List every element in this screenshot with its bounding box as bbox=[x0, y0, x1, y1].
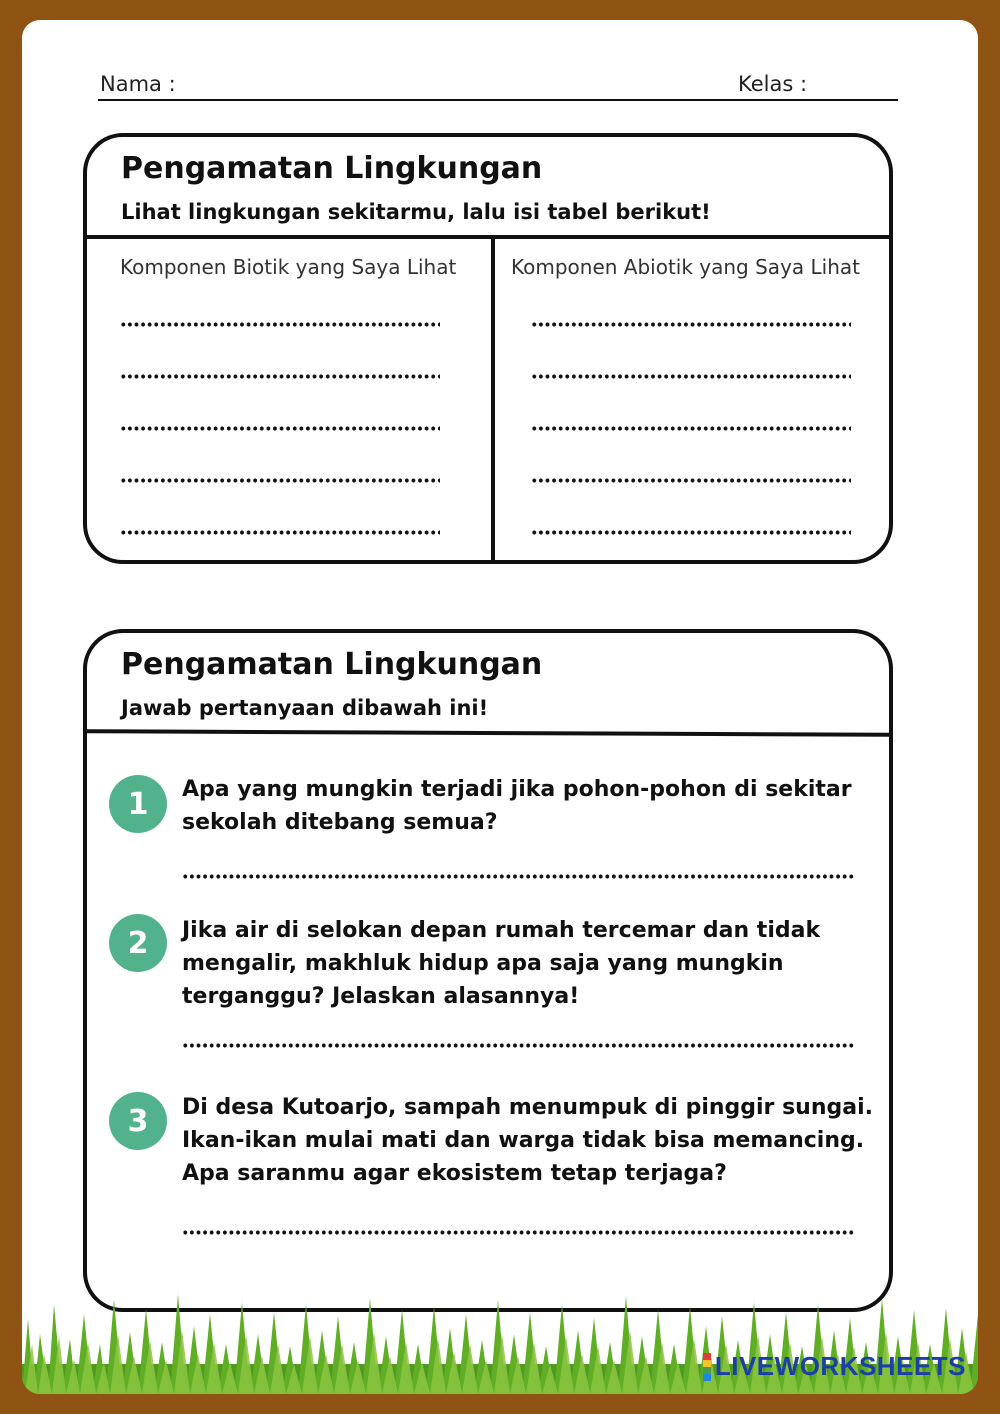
abiotic-answer-line-1[interactable] bbox=[531, 322, 851, 327]
question-number-badge: 1 bbox=[109, 775, 167, 833]
observation-table-card bbox=[83, 133, 893, 564]
question-1-answer-line[interactable] bbox=[182, 874, 854, 879]
abiotic-answer-line-2[interactable] bbox=[531, 374, 851, 379]
question-number-badge: 3 bbox=[109, 1092, 167, 1150]
name-label: Nama : bbox=[100, 72, 176, 96]
biotic-answer-line-1[interactable] bbox=[120, 322, 440, 327]
worksheet-page bbox=[22, 20, 978, 1394]
question-text: Apa yang mungkin terjadi jika pohon-pohon di sekitar sekolah ditebang semua? bbox=[182, 777, 852, 835]
biotic-answer-line-4[interactable] bbox=[120, 478, 440, 483]
questions-card bbox=[83, 629, 893, 1312]
biotic-column-header: Komponen Biotik yang Saya Lihat bbox=[120, 255, 457, 279]
divider bbox=[87, 235, 889, 239]
card-title: Pengamatan Lingkungan bbox=[121, 151, 543, 186]
abiotic-column-header: Komponen Abiotik yang Saya Lihat bbox=[511, 255, 860, 279]
card-instruction: Lihat lingkungan sekitarmu, lalu isi tabel berikut! bbox=[121, 200, 711, 224]
brand-text: LIVEWORKSHEETS bbox=[714, 1351, 966, 1381]
question-text: Jika air di selokan depan rumah tercemar dan tidak mengalir, makhluk hidup apa saja yang mungkin terganggu? Jelaskan alasannya! bbox=[182, 918, 821, 1009]
abiotic-answer-line-3[interactable] bbox=[531, 426, 851, 431]
liveworksheets-logo bbox=[703, 1351, 966, 1382]
question-number-badge: 2 bbox=[109, 914, 167, 972]
column-divider bbox=[491, 239, 495, 564]
class-label: Kelas : bbox=[738, 72, 808, 96]
biotic-answer-line-5[interactable] bbox=[120, 530, 440, 535]
divider bbox=[87, 729, 889, 736]
name-class-answer-line[interactable] bbox=[98, 99, 898, 101]
card-title: Pengamatan Lingkungan bbox=[121, 647, 543, 682]
abiotic-answer-line-4[interactable] bbox=[531, 478, 851, 483]
biotic-answer-line-3[interactable] bbox=[120, 426, 440, 431]
card-instruction: Jawab pertanyaan dibawah ini! bbox=[121, 696, 489, 720]
question-text: Di desa Kutoarjo, sampah menumpuk di pinggir sungai. Ikan-ikan mulai mati dan warga tidak bisa memancing. Apa saranmu agar ekosistem tetap terjaga? bbox=[182, 1095, 873, 1186]
question-2-answer-line[interactable] bbox=[182, 1043, 854, 1048]
question-3-answer-line[interactable] bbox=[182, 1230, 854, 1235]
biotic-answer-line-2[interactable] bbox=[120, 374, 440, 379]
logo-mark-icon bbox=[703, 1353, 711, 1381]
abiotic-answer-line-5[interactable] bbox=[531, 530, 851, 535]
